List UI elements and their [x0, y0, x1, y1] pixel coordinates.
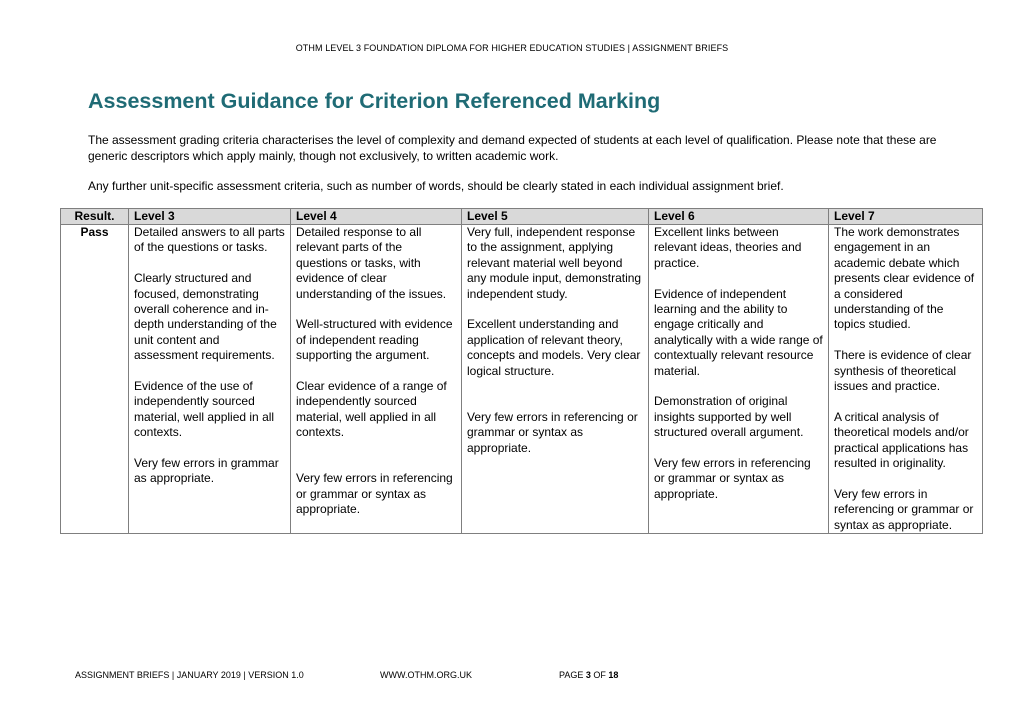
column-header-level-5: Level 5 — [462, 209, 649, 225]
table-header-row — [61, 209, 983, 225]
criteria-table — [60, 208, 983, 534]
running-header: OTHM LEVEL 3 FOUNDATION DIPLOMA FOR HIGHER EDUCATION STUDIES | ASSIGNMENT BRIEFS — [295, 43, 729, 53]
level-7-criterion: A critical analysis of theoretical models and/or practical applications has resulted in originality. — [834, 409, 969, 471]
page-total: 18 — [608, 670, 619, 680]
page-title: Assessment Guidance for Criterion Referenced Marking — [88, 89, 661, 113]
level-4-cell — [291, 225, 462, 534]
level-4-criterion: Well-structured with evidence of independent reading supporting the argument. — [296, 317, 453, 363]
level-3-criterion: Detailed answers to all parts of the questions or tasks. — [134, 225, 285, 255]
table-row — [61, 225, 983, 534]
column-header-result: Result. — [61, 209, 129, 225]
level-6-criterion: Demonstration of original insights supported by well structured overall argument. — [654, 394, 804, 440]
level-5-criterion: Very full, independent response to the assignment, applying relevant material well beyond any module input, demonstrating independent study. — [467, 225, 642, 301]
level-3-cell — [129, 225, 291, 534]
level-7-criterion: Very few errors in referencing or grammar or syntax as appropriate. — [834, 486, 974, 532]
level-7-criterion: The work demonstrates engagement in an academic debate which presents clear evidence of a considered understanding of the topics studied. — [834, 225, 975, 332]
level-6-criterion: Evidence of independent learning and the ability to engage critically and analytically with a wide range of contextually relevant resource material. — [654, 286, 823, 378]
level-5-criterion: Very few errors in referencing or grammar or syntax as appropriate. — [467, 409, 638, 455]
level-4-criterion: Very few errors in referencing or grammar or syntax as appropriate. — [296, 471, 453, 517]
level-6-criterion: Excellent links between relevant ideas, theories and practice. — [654, 225, 802, 270]
column-header-level-6: Level 6 — [649, 209, 829, 225]
level-7-criterion: There is evidence of clear synthesis of theoretical issues and practice. — [834, 348, 972, 394]
level-4-criterion: Clear evidence of a range of independently sourced material, well applied in all contexts. — [296, 379, 447, 440]
level-3-criterion: Evidence of the use of independently sourced material, well applied in all contexts. — [134, 379, 275, 440]
footer-version: ASSIGNMENT BRIEFS | JANUARY 2019 | VERSION 1.0 — [75, 670, 304, 680]
column-header-level-3: Level 3 — [129, 209, 291, 225]
page-current: 3 — [585, 670, 591, 680]
intro-paragraph: The assessment grading criteria characterises the level of complexity and demand expected of students at each level of qualification. Please note that these are generic descriptors which apply mainly, though not exclusively, to written academic work. — [88, 133, 937, 163]
note-paragraph: Any further unit-specific assessment criteria, such as number of words, should be clearly stated in each individual assignment brief. — [88, 179, 784, 193]
footer-page-number — [559, 670, 618, 680]
level-5-cell — [462, 225, 649, 534]
column-header-level-7: Level 7 — [829, 209, 983, 225]
level-6-cell — [649, 225, 829, 534]
footer-website: WWW.OTHM.ORG.UK — [380, 670, 472, 680]
page-prefix: PAGE — [559, 670, 584, 680]
level-3-criterion: Very few errors in grammar as appropriate. — [134, 456, 279, 486]
level-4-criterion: Detailed response to all relevant parts of the questions or tasks, with evidence of clear understanding of the issues. — [296, 225, 447, 301]
column-header-level-4: Level 4 — [291, 209, 462, 225]
level-3-criterion: Clearly structured and focused, demonstrating overall coherence and in-depth understanding of the unit content and assessment requirements. — [134, 271, 277, 363]
level-7-cell — [829, 225, 983, 534]
page-of: OF — [593, 670, 606, 680]
level-5-criterion: Excellent understanding and application of relevant theory, concepts and models. Very clear logical structure. — [467, 317, 641, 378]
result-cell: Pass — [61, 225, 129, 534]
level-6-criterion: Very few errors in referencing or grammar or syntax as appropriate. — [654, 456, 811, 501]
